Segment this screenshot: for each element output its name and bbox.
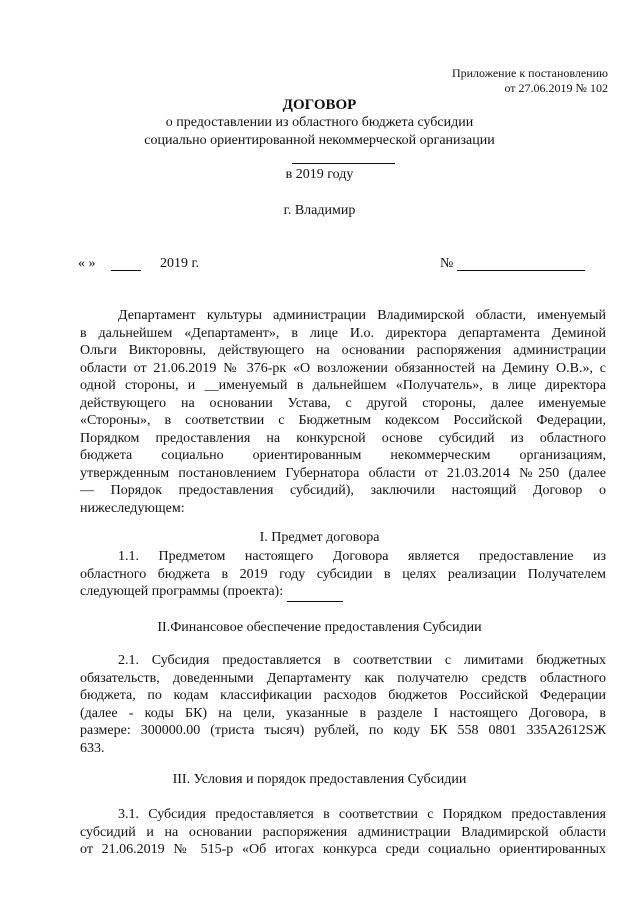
section-1-line: областного бюджета в 2019 году субсидии в целях реализации Получателем xyxy=(80,566,606,582)
intro-line: — Порядок предоставления субсидий), заключили настоящий Договор о xyxy=(80,483,606,498)
contract-year: в 2019 году xyxy=(285,167,354,182)
intro-line: Порядком предоставления на конкурсной основе субсидий из областного xyxy=(80,430,606,446)
intro-line: нижеследующем: xyxy=(80,500,185,516)
intro-line: «Стороны», в соответствии с Бюджетным кодексом Российской Федерации, xyxy=(80,413,606,428)
section-3-line: от 21.06.2019 № 515-р «Об итогах конкурса среди социально ориентированных xyxy=(80,842,606,857)
section-2-line: 2.1. Субсидия предоставляется в соответствии с лимитами бюджетных xyxy=(118,653,606,668)
intro-line: утвержденным постановлением Губернатора области от 21.03.2014 №250 (далее xyxy=(80,465,606,481)
appendix-line-2: от 27.06.2019 № 102 xyxy=(504,81,608,95)
intro-line: действующего на основании Устава, с другой стороны, далее именуемые xyxy=(80,395,606,411)
section-1-line-with-blank xyxy=(80,583,606,602)
section-2-line: 633. xyxy=(80,740,105,756)
section-1-line: следующей программы (проекта): xyxy=(80,584,284,599)
section-2-heading: II.Финансовое обеспечение предоставления Субсидии xyxy=(157,620,482,635)
date-month-blank xyxy=(111,270,141,271)
section-2-line: бюджета, по кодам классификации расходов бюджетов Российской Федерации xyxy=(80,688,606,703)
section-2-line: обязательств, доведенными Департаменту как получателю средств областного xyxy=(80,670,606,686)
intro-line: в дальнейшем «Департамент», в лице И.о. директора департамента Деминой xyxy=(80,325,606,341)
section-2-paragraph xyxy=(80,652,606,757)
section-1-heading: I. Предмет договора xyxy=(259,530,380,545)
section-1-paragraph xyxy=(80,548,606,602)
program-blank xyxy=(287,583,343,602)
section-1-line: 1.1. Предметом настоящего Договора является предоставление из xyxy=(118,549,606,564)
section-3-line: 3.1. Субсидия предоставляется в соответствии с Порядком предоставления xyxy=(118,807,606,822)
intro-line: одной стороны, и __именуемый в дальнейшем «Получатель», в лице директора xyxy=(80,378,606,393)
intro-line: области от 21.06.2019 № 376-рк «О возложении обязанностей на Демину О.В.», с xyxy=(80,360,606,376)
contract-number-label: № xyxy=(440,256,454,271)
city: г. Владимир xyxy=(283,203,356,218)
section-2-line: (далее - коды БК) на цели, указанные в разделе I настоящего Договора, в xyxy=(80,705,606,721)
document-subtitle-2: социально ориентированной некоммерческой организации xyxy=(144,133,495,148)
contract-number-blank xyxy=(457,270,585,271)
section-2-line: размере: 300000.00 (триста тысяч) рублей, по коду БК 558 0801 335A2612SЖ xyxy=(80,723,606,738)
date-year: 2019 г. xyxy=(160,256,200,271)
section-3-line: субсидий и на основании распоряжения администрации Владимирской области xyxy=(80,824,606,840)
intro-line: Департамент культуры администрации Владимирской области, именуемый xyxy=(118,308,606,323)
section-3-heading: III. Условия и порядок предоставления Субсидии xyxy=(172,772,467,787)
section-3-paragraph xyxy=(80,806,606,859)
intro-line: бюджета социально ориентированным некоммерческим организациям, xyxy=(80,448,606,463)
appendix-line-1: Приложение к постановлению xyxy=(451,66,608,80)
document-subtitle-1: о предоставлении из областного бюджета субсидии xyxy=(165,115,474,130)
title-divider xyxy=(292,163,395,164)
document-title: ДОГОВОР xyxy=(282,97,357,113)
date-quotes: « » xyxy=(78,256,96,271)
intro-paragraph xyxy=(80,307,606,517)
intro-line: Ольги Викторовны, действующего на основании распоряжения администрации xyxy=(80,343,606,358)
